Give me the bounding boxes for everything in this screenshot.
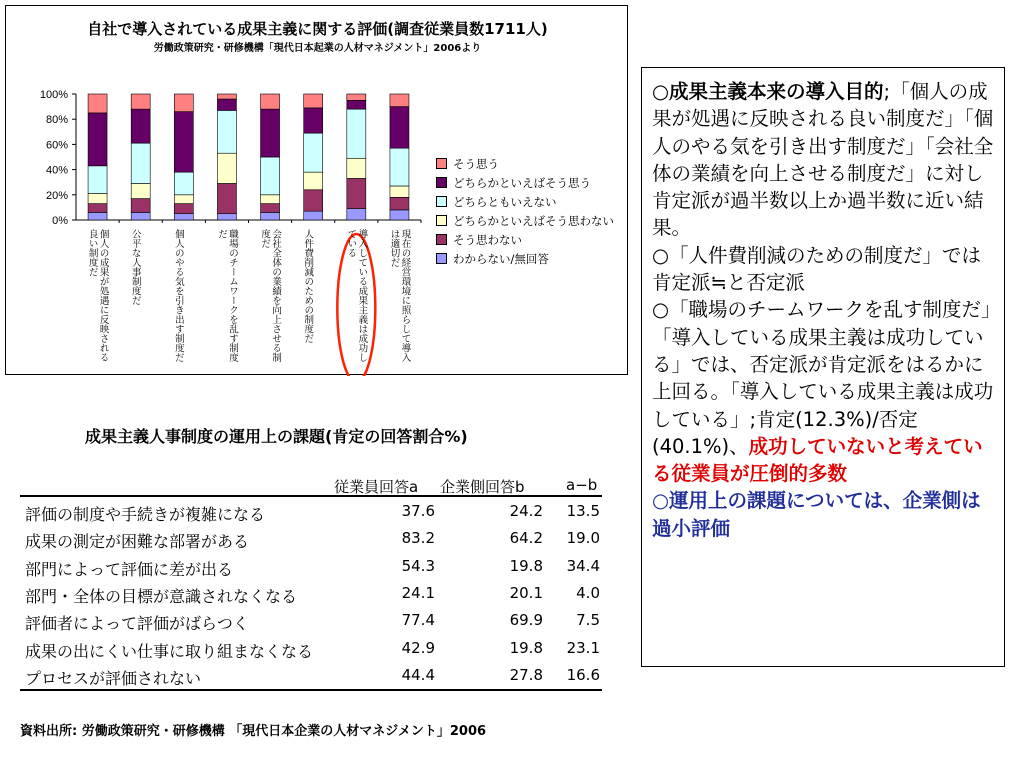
legend-label: どちらともいえない	[453, 194, 557, 209]
y-tick-label: 0%	[52, 215, 68, 227]
note-sep: ;	[883, 80, 891, 103]
legend-item	[436, 230, 626, 249]
legend-label: どちらかといえばそう思わない	[453, 213, 614, 228]
bar-segment	[88, 204, 107, 213]
y-tick-label: 80%	[45, 114, 68, 127]
bar-segment	[261, 204, 280, 213]
row-diff-value: 19.0	[566, 529, 600, 547]
bar-segment	[390, 186, 409, 197]
row-employee-value: 44.4	[401, 666, 435, 684]
bar-segment	[88, 166, 107, 194]
bar-segment	[304, 172, 323, 190]
row-label: 評価の制度や手続きが複雑になる	[25, 505, 266, 524]
row-company-value: 69.9	[509, 611, 543, 629]
legend-item	[436, 249, 626, 268]
row-company-value: 19.8	[509, 557, 543, 575]
chart-legend	[436, 154, 626, 268]
bar-segment	[217, 94, 236, 99]
row-label: 部門・全体の目標が意識されなくなる	[25, 587, 298, 606]
row-company-value: 19.8	[509, 639, 543, 657]
chart-panel	[5, 5, 628, 375]
bar-segment	[261, 195, 280, 204]
bar-segment	[261, 212, 280, 220]
bar-segment	[217, 99, 236, 110]
category-label: 個人の成果が処遇に反映される良い制度だ	[86, 229, 109, 362]
bar-segment	[390, 197, 409, 210]
legend-item	[436, 154, 626, 173]
bar-segment	[304, 190, 323, 211]
bar-segment	[347, 178, 366, 208]
bar-segment	[174, 204, 193, 214]
legend-label: そう思わない	[453, 232, 522, 247]
legend-swatch	[436, 196, 447, 207]
legend-swatch	[436, 253, 447, 264]
y-tick-label: 100%	[39, 89, 68, 101]
row-label: 成果の出にくい仕事に取り組まなくなる	[25, 642, 314, 661]
header-diff: a−b	[566, 476, 598, 494]
bar-segment	[88, 194, 107, 204]
bar-segment	[261, 157, 280, 195]
bar-segment	[174, 214, 193, 220]
note-purpose-body: 「個人の成果が処遇に反映される良い制度だ」「個人のやる気を引き出す制度だ」「会社全体の業績を向上させる制度だ」に対し肯定派が過半数以上か過半数に近い結果。	[652, 80, 994, 240]
bar-segment	[88, 113, 107, 166]
note-cost-cut: ○「人件費削減のための制度だ」では肯定派≒と否定派	[652, 243, 982, 295]
category-label: 現在の経営環境に照らして導入は適切だ	[388, 229, 411, 362]
row-company-value: 24.2	[509, 502, 543, 520]
category-label: 個人のやる気を引き出す制度だ	[172, 229, 184, 362]
note-purpose-head: ○成果主義本来の導入目的	[652, 80, 884, 103]
row-company-value: 20.1	[509, 584, 543, 602]
bar-segment	[347, 100, 366, 109]
row-employee-value: 24.1	[401, 584, 435, 602]
bar-segment	[390, 210, 409, 220]
legend-swatch	[436, 177, 447, 188]
bar-segment	[217, 214, 236, 220]
legend-label: そう思う	[453, 156, 499, 171]
row-label: 評価者によって評価がばらつく	[25, 614, 249, 633]
note-blue-highlight: ○運用上の課題については、企業側は過小評価	[652, 489, 981, 540]
table-top-rule	[20, 495, 602, 497]
row-employee-value: 37.6	[401, 502, 435, 520]
chart-subtitle: 労働政策研究・研修機構「現代日本起業の人材マネジメント」2006より	[153, 43, 482, 54]
header-company: 企業側回答b	[440, 478, 525, 496]
bar-segment	[261, 109, 280, 157]
bar-segment	[390, 107, 409, 149]
legend-item	[436, 211, 626, 230]
table-row	[25, 584, 600, 610]
table-title: 成果主義人事制度の運用上の課題(肯定の回答割合%)	[85, 427, 468, 446]
legend-label: わからない/無回答	[453, 251, 549, 266]
legend-swatch	[436, 234, 447, 245]
bar-segment	[131, 212, 150, 220]
row-diff-value: 16.6	[566, 666, 600, 684]
y-tick-label: 40%	[45, 164, 68, 177]
category-label: 会社全体の業績を向上させる制度だ	[259, 229, 282, 362]
category-label: 導入している成果主義は成功している	[345, 229, 368, 362]
category-label: 職場のチームワークを乱す制度だ	[215, 229, 238, 362]
bar-segment	[390, 94, 409, 107]
category-label: 人件費削減のための制度だ	[302, 229, 314, 343]
bar-segment	[217, 110, 236, 153]
bar-segment	[217, 153, 236, 183]
row-label: 成果の測定が困難な部署がある	[25, 532, 250, 551]
table-row	[25, 639, 600, 665]
row-company-value: 64.2	[509, 529, 543, 547]
note-teamwork: ○「職場のチームワークを乱す制度だ」「導入している成果主義は成功している」では、否定派が肯定派をはるかに上回る。「導入している成果主義は成功している」;肯定(12.3%)/否定(40.1%)、	[652, 298, 994, 458]
bar-segment	[88, 94, 107, 113]
bar-segment	[174, 195, 193, 204]
row-diff-value: 23.1	[566, 639, 600, 657]
bar-segment	[347, 209, 366, 220]
row-employee-value: 83.2	[401, 529, 435, 547]
note-red-highlight: 成功していないと考えている従業員が圧倒的多数	[652, 434, 983, 486]
table-row	[25, 502, 600, 528]
row-diff-value: 4.0	[576, 584, 600, 602]
row-label: プロセスが評価されない	[25, 669, 202, 688]
row-employee-value: 77.4	[401, 611, 435, 629]
bar-segment	[304, 94, 323, 108]
bar-segment	[174, 112, 193, 172]
row-diff-value: 7.5	[576, 611, 600, 629]
legend-swatch	[436, 215, 447, 226]
bar-segment	[347, 109, 366, 158]
bar-segment	[174, 172, 193, 195]
table-row	[25, 611, 600, 637]
commentary-box	[641, 67, 1005, 667]
legend-label: どちらかといえばそう思う	[453, 175, 591, 190]
legend-item	[436, 192, 626, 211]
bar-segment	[347, 158, 366, 178]
header-employee: 従業員回答a	[334, 478, 419, 496]
bar-segment	[261, 94, 280, 109]
category-label: 公平な人事制度だ	[129, 229, 141, 305]
row-employee-value: 42.9	[401, 639, 435, 657]
row-employee-value: 54.3	[401, 557, 435, 575]
legend-item	[436, 173, 626, 192]
table-bottom-rule	[20, 689, 602, 691]
bar-segment	[131, 199, 150, 213]
bar-segment	[347, 94, 366, 100]
bar-segment	[131, 143, 150, 183]
bar-segment	[217, 183, 236, 213]
bar-segment	[304, 108, 323, 133]
bar-segment	[390, 148, 409, 186]
table-row	[25, 557, 600, 583]
bar-segment	[131, 109, 150, 143]
y-tick-label: 60%	[45, 139, 68, 152]
row-label: 部門によって評価に差が出る	[25, 560, 234, 579]
bar-segment	[131, 183, 150, 198]
table-row	[25, 529, 600, 555]
bar-segment	[304, 133, 323, 172]
y-tick-label: 20%	[45, 189, 68, 202]
bar-segment	[304, 211, 323, 220]
row-diff-value: 13.5	[566, 502, 600, 520]
bar-segment	[174, 94, 193, 112]
bar-segment	[131, 94, 150, 109]
chart-title: 自社で導入されている成果主義に関する評価(調査従業員数1711人)	[87, 20, 548, 38]
row-diff-value: 34.4	[566, 557, 600, 575]
source-note: 資料出所: 労働政策研究・研修機構 「現代日本企業の人材マネジメント」2006	[20, 724, 487, 739]
row-company-value: 27.8	[509, 666, 543, 684]
bar-segment	[88, 212, 107, 220]
legend-swatch	[436, 158, 447, 169]
